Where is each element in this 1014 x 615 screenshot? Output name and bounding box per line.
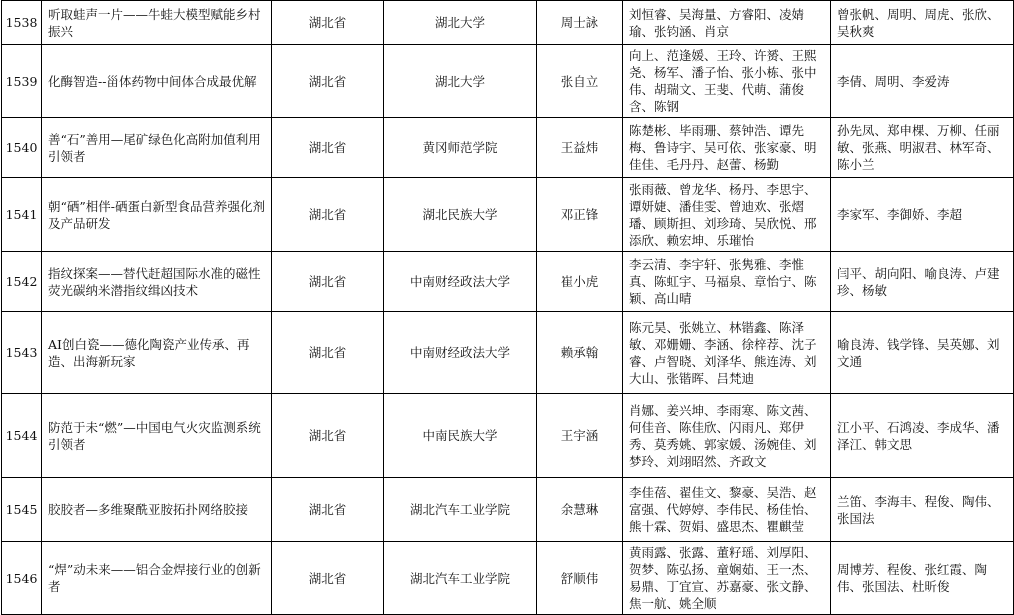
row-number: 1540 — [2, 118, 42, 178]
row-number: 1539 — [2, 45, 42, 118]
team-members: 黄雨露、张露、董籽瑶、刘厚阳、贺梦、陈弘扬、童娴茹、王一杰、易鼎、丁宜宣、苏嘉豪、张文静、焦一航、姚全顺 — [623, 542, 831, 615]
province: 湖北省 — [272, 478, 384, 542]
project-name: “焊”动未来——铝合金焊接行业的创新者 — [42, 542, 272, 615]
team-members: 陈楚彬、毕雨珊、蔡钟浩、谭先梅、鲁诗宇、吴可依、张家豪、明佳佳、毛丹丹、赵蕾、杨勤 — [623, 118, 831, 178]
advisors: 喻良涛、钱学锋、吴英娜、刘文通 — [831, 312, 1014, 394]
project-name: AI创白瓷——德化陶瓷产业传承、再造、出海新玩家 — [42, 312, 272, 394]
team-leader: 周士詠 — [537, 1, 623, 45]
school: 湖北大学 — [384, 1, 537, 45]
team-leader: 王宇涵 — [537, 394, 623, 478]
advisors: 闫平、胡向阳、喻良涛、卢建珍、杨敏 — [831, 252, 1014, 312]
table-row — [2, 45, 1014, 118]
advisors: 周博芳、程俊、张红霞、陶伟、张国法、杜昕俊 — [831, 542, 1014, 615]
advisors: 孙先凤、郑申棵、万柳、任丽敏、张燕、明淑君、林军奇、陈小兰 — [831, 118, 1014, 178]
province: 湖北省 — [272, 118, 384, 178]
advisors: 李家军、李御娇、李超 — [831, 178, 1014, 252]
row-number: 1538 — [2, 1, 42, 45]
team-leader: 张自立 — [537, 45, 623, 118]
team-members: 向上、范逢媛、王玲、许赟、王熙尧、杨军、潘子怡、张小栋、张中伟、胡瑞文、王斐、代萌、蒲俊含、陈钢 — [623, 45, 831, 118]
team-leader: 舒顺伟 — [537, 542, 623, 615]
team-members: 李云清、李宇轩、张隽雅、李惟真、陈虹宇、马福泉、章怡宁、陈颖、高山晴 — [623, 252, 831, 312]
team-members: 陈元昊、张姚立、林锴鑫、陈泽敏、邓姗姗、李涵、徐梓荐、沈子睿、卢智晓、刘泽华、熊连涛、刘大山、张锴晖、吕梵迪 — [623, 312, 831, 394]
province: 湖北省 — [272, 178, 384, 252]
row-number: 1541 — [2, 178, 42, 252]
team-members: 肖娜、姜兴坤、李雨寒、陈文茜、何佳音、陈佳欣、闪雨凡、郑伊秀、莫秀姚、郭家媛、汤婉佳、刘梦玲、刘翊昭然、齐政文 — [623, 394, 831, 478]
project-name: 防范于未“燃”—中国电气火灾监测系统引领者 — [42, 394, 272, 478]
project-name: 胶胶者—多维聚酰亚胺拓扑网络胶接 — [42, 478, 272, 542]
row-number: 1543 — [2, 312, 42, 394]
table-body — [2, 1, 1014, 615]
team-leader: 赖承翰 — [537, 312, 623, 394]
school: 湖北汽车工业学院 — [384, 478, 537, 542]
school: 湖北汽车工业学院 — [384, 542, 537, 615]
table-row — [2, 542, 1014, 615]
school: 中南财经政法大学 — [384, 252, 537, 312]
team-leader: 崔小虎 — [537, 252, 623, 312]
school: 中南民族大学 — [384, 394, 537, 478]
province: 湖北省 — [272, 1, 384, 45]
province: 湖北省 — [272, 252, 384, 312]
team-members: 李佳蓓、翟佳文、黎豪、吴浩、赵富强、代婷婷、李伟民、杨佳怡、熊十霖、贺娟、盛思杰、瞿麒莹 — [623, 478, 831, 542]
school: 黄冈师范学院 — [384, 118, 537, 178]
row-number: 1542 — [2, 252, 42, 312]
project-name: 指纹探案——替代赶超国际水准的磁性荧光碳纳米潜指纹缉凶技术 — [42, 252, 272, 312]
project-name: 善“石”善用—尾矿绿色化高附加值利用引领者 — [42, 118, 272, 178]
table-row — [2, 118, 1014, 178]
province: 湖北省 — [272, 45, 384, 118]
province: 湖北省 — [272, 394, 384, 478]
row-number: 1544 — [2, 394, 42, 478]
table-row — [2, 394, 1014, 478]
team-leader: 邓正锋 — [537, 178, 623, 252]
row-number: 1545 — [2, 478, 42, 542]
project-name: 朝“硒”相伴-硒蛋白新型食品营养强化剂及产品研发 — [42, 178, 272, 252]
province: 湖北省 — [272, 312, 384, 394]
team-members: 张雨薇、曾龙华、杨丹、李思宇、谭妍婕、潘佳雯、曾迪欢、张熠璠、顾斯担、刘珍琦、吴欣悦、邢添欣、赖宏坤、乐璀怡 — [623, 178, 831, 252]
team-leader: 王益炜 — [537, 118, 623, 178]
advisors: 兰笛、李海丰、程俊、陶伟、张国法 — [831, 478, 1014, 542]
row-number: 1546 — [2, 542, 42, 615]
results-table — [1, 0, 1014, 615]
advisors: 李倩、周明、李爱涛 — [831, 45, 1014, 118]
table-row — [2, 178, 1014, 252]
team-members: 刘恒睿、吴海量、方睿阳、凌婧瑜、张钧涵、肖京 — [623, 1, 831, 45]
table-row — [2, 312, 1014, 394]
school: 湖北大学 — [384, 45, 537, 118]
project-name: 化酶智造--甾体药物中间体合成最优解 — [42, 45, 272, 118]
advisors: 曾张帆、周明、周虎、张欣、吴秋爽 — [831, 1, 1014, 45]
school: 湖北民族大学 — [384, 178, 537, 252]
team-leader: 余慧琳 — [537, 478, 623, 542]
province: 湖北省 — [272, 542, 384, 615]
school: 中南财经政法大学 — [384, 312, 537, 394]
project-name: 听取蛙声一片——牛蛙大模型赋能乡村振兴 — [42, 1, 272, 45]
table-row — [2, 252, 1014, 312]
table-row — [2, 1, 1014, 45]
table-row — [2, 478, 1014, 542]
advisors: 江小平、石鸿凌、李成华、潘泽江、韩文思 — [831, 394, 1014, 478]
